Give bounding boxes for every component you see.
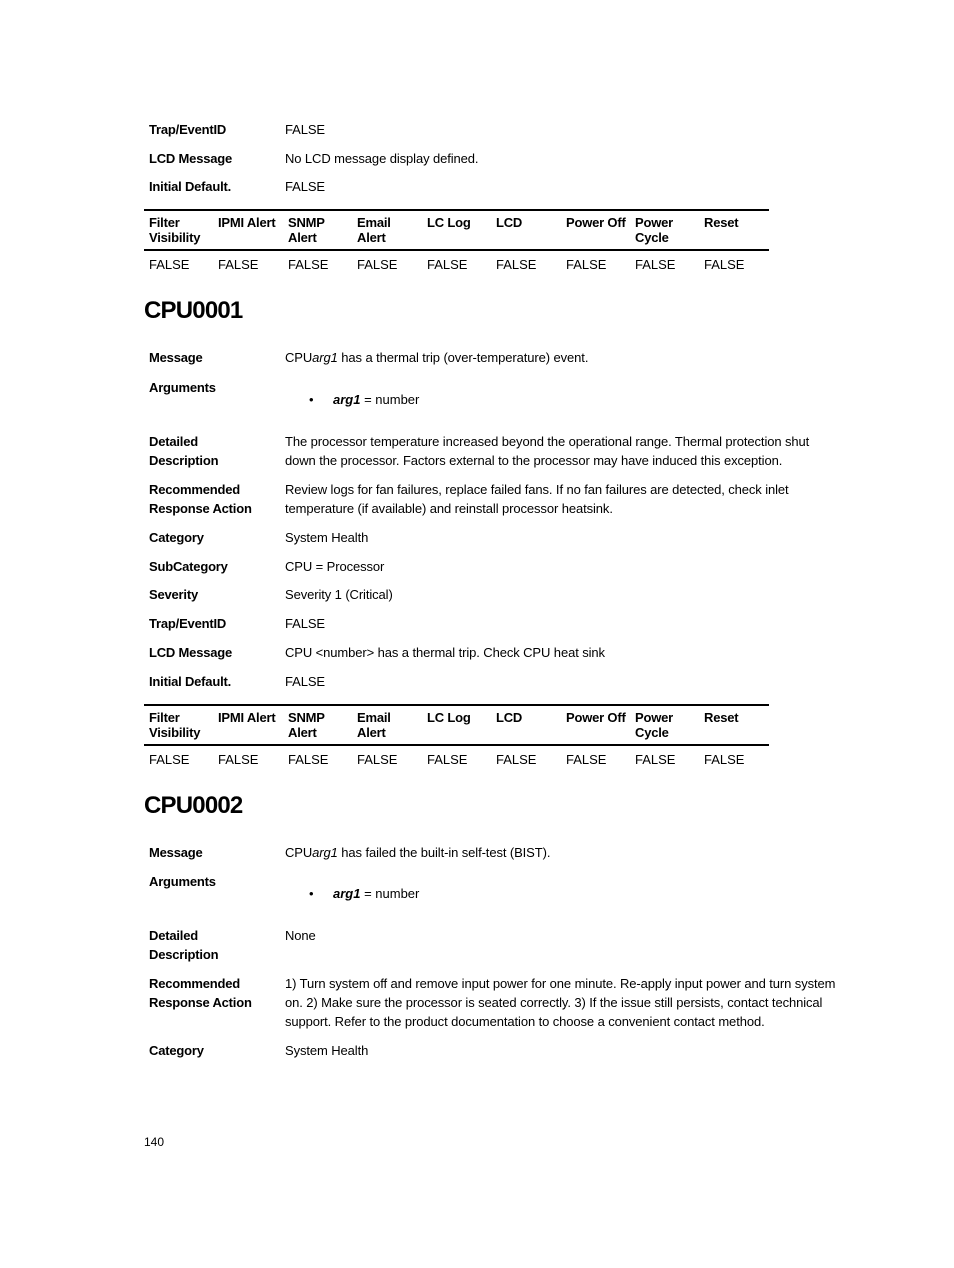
- field-label: [149, 432, 279, 470]
- table-header-cell: [427, 215, 471, 230]
- table-cell: FALSE: [149, 257, 190, 272]
- table-header-cell: [357, 215, 391, 245]
- label-line: Description: [149, 947, 219, 962]
- field-label: Arguments: [149, 874, 216, 889]
- field-value: FALSE: [285, 616, 325, 631]
- table-cell: FALSE: [357, 257, 398, 272]
- table-cell: FALSE: [288, 752, 329, 767]
- table-cell: FALSE: [704, 752, 745, 767]
- argument-name: arg1: [333, 392, 361, 407]
- header-line: LCD: [496, 710, 523, 725]
- field-label: LCD Message: [149, 151, 233, 166]
- table-header-cell: [427, 710, 471, 725]
- table-cell: FALSE: [635, 752, 676, 767]
- field-label: Message: [149, 350, 203, 365]
- argument-text: [333, 390, 419, 409]
- field-value: CPU = Processor: [285, 559, 385, 574]
- table-header-cell: [218, 215, 275, 230]
- field-label: [149, 974, 279, 1012]
- filter-table: [144, 704, 769, 770]
- field-value: System Health: [285, 530, 369, 545]
- header-line: SNMP: [288, 215, 325, 230]
- header-line: Power: [635, 215, 674, 230]
- header-line: Filter: [149, 710, 180, 725]
- field-label: Trap/EventID: [149, 616, 227, 631]
- header-line: Power Off: [566, 710, 626, 725]
- bullet-icon: •: [309, 392, 314, 407]
- header-line: Alert: [357, 725, 386, 740]
- header-line: IPMI Alert: [218, 710, 276, 725]
- argument-type: = number: [360, 886, 420, 901]
- field-value: Severity 1 (Critical): [285, 587, 393, 602]
- table-cell: FALSE: [635, 257, 676, 272]
- field-label: SubCategory: [149, 559, 228, 574]
- field-label: Arguments: [149, 380, 216, 395]
- section-title-cpu0001: CPU0001: [144, 297, 243, 324]
- header-line: Filter: [149, 215, 180, 230]
- field-label: [149, 926, 279, 964]
- table-header-cell: [566, 215, 626, 230]
- table-header-cell: [704, 215, 738, 230]
- header-line: Email: [357, 710, 391, 725]
- label-line: Response Action: [149, 995, 252, 1010]
- table-cell: FALSE: [218, 257, 259, 272]
- table-cell: FALSE: [357, 752, 398, 767]
- header-line: LC Log: [427, 215, 471, 230]
- header-line: Cycle: [635, 230, 669, 245]
- field-value: No LCD message display defined.: [285, 151, 479, 166]
- filter-table: [144, 209, 769, 275]
- table-header-rule: [144, 249, 769, 251]
- field-label: Initial Default.: [149, 674, 232, 689]
- header-line: IPMI Alert: [218, 215, 276, 230]
- table-top-rule: [144, 704, 769, 706]
- table-header-cell: [288, 215, 325, 245]
- label-line: Detailed: [149, 434, 198, 449]
- table-header-cell: [288, 710, 325, 740]
- table-cell: FALSE: [218, 752, 259, 767]
- table-cell: FALSE: [427, 257, 468, 272]
- header-line: Visibility: [149, 230, 201, 245]
- table-cell: FALSE: [566, 752, 607, 767]
- field-value: FALSE: [285, 674, 325, 689]
- message-prefix: CPU: [285, 350, 313, 365]
- table-cell: FALSE: [427, 752, 468, 767]
- field-label: [149, 480, 279, 518]
- header-line: SNMP: [288, 710, 325, 725]
- argument-name: arg1: [333, 886, 361, 901]
- argument-text: [333, 884, 419, 903]
- field-value: System Health: [285, 1043, 369, 1058]
- table-header-cell: [149, 710, 200, 740]
- field-value: FALSE: [285, 122, 325, 137]
- label-line: Response Action: [149, 501, 252, 516]
- section-title-cpu0002: CPU0002: [144, 792, 243, 819]
- field-value: Review logs for fan failures, replace failed fans. If no fan failures are detected, check inlet temperature (if available) and reinstall processor heatsink.: [285, 482, 789, 516]
- field-value: [285, 843, 837, 862]
- header-line: Alert: [288, 230, 317, 245]
- field-label: Severity: [149, 587, 198, 602]
- header-line: Cycle: [635, 725, 669, 740]
- field-value: FALSE: [285, 179, 325, 194]
- table-cell: FALSE: [704, 257, 745, 272]
- table-top-rule: [144, 209, 769, 211]
- message-suffix: has failed the built-in self-test (BIST).: [337, 845, 551, 860]
- field-value: [285, 348, 837, 367]
- table-cell: FALSE: [566, 257, 607, 272]
- table-header-cell: [635, 710, 673, 740]
- header-line: LCD: [496, 215, 523, 230]
- field-value: 1) Turn system off and remove input power for one minute. Re-apply input power and turn system on. 2) Make sure the processor is seated correctly. 3) If the issue still persists, contact technical support. Refer to the product documentation to choose a convenient contact method.: [285, 976, 836, 1029]
- header-line: Alert: [288, 725, 317, 740]
- table-header-cell: [218, 710, 275, 725]
- field-value: None: [285, 928, 316, 943]
- header-line: Reset: [704, 215, 739, 230]
- field-label: Category: [149, 530, 204, 545]
- argument-type: = number: [360, 392, 420, 407]
- bullet-icon: •: [309, 886, 314, 901]
- label-line: Recommended: [149, 976, 240, 991]
- table-header-cell: [149, 215, 200, 245]
- table-header-cell: [704, 710, 738, 725]
- label-line: Description: [149, 453, 219, 468]
- header-line: LC Log: [427, 710, 471, 725]
- message-suffix: has a thermal trip (over-temperature) event.: [337, 350, 589, 365]
- header-line: Reset: [704, 710, 739, 725]
- message-prefix: CPU: [285, 845, 313, 860]
- field-label: Initial Default.: [149, 179, 232, 194]
- label-line: Detailed: [149, 928, 198, 943]
- header-line: Alert: [357, 230, 386, 245]
- table-header-rule: [144, 744, 769, 746]
- table-cell: FALSE: [496, 752, 537, 767]
- page-number: 140: [144, 1135, 165, 1149]
- table-header-cell: [496, 710, 522, 725]
- header-line: Email: [357, 215, 391, 230]
- table-cell: FALSE: [288, 257, 329, 272]
- label-line: Recommended: [149, 482, 240, 497]
- table-cell: FALSE: [496, 257, 537, 272]
- table-header-cell: [496, 215, 522, 230]
- message-argument: arg1: [312, 350, 338, 365]
- header-line: Power: [635, 710, 674, 725]
- header-line: Power Off: [566, 215, 626, 230]
- message-argument: arg1: [312, 845, 338, 860]
- header-line: Visibility: [149, 725, 201, 740]
- field-value: CPU <number> has a thermal trip. Check CPU heat sink: [285, 645, 605, 660]
- table-header-cell: [566, 710, 626, 725]
- table-cell: FALSE: [149, 752, 190, 767]
- field-value: The processor temperature increased beyond the operational range. Thermal protection shut down the processor. Factors external to the processor may have induced this exception.: [285, 434, 810, 468]
- table-header-cell: [357, 710, 391, 740]
- field-label: Message: [149, 845, 203, 860]
- field-label: Trap/EventID: [149, 122, 227, 137]
- table-header-cell: [635, 215, 673, 245]
- field-label: Category: [149, 1043, 204, 1058]
- field-label: LCD Message: [149, 645, 233, 660]
